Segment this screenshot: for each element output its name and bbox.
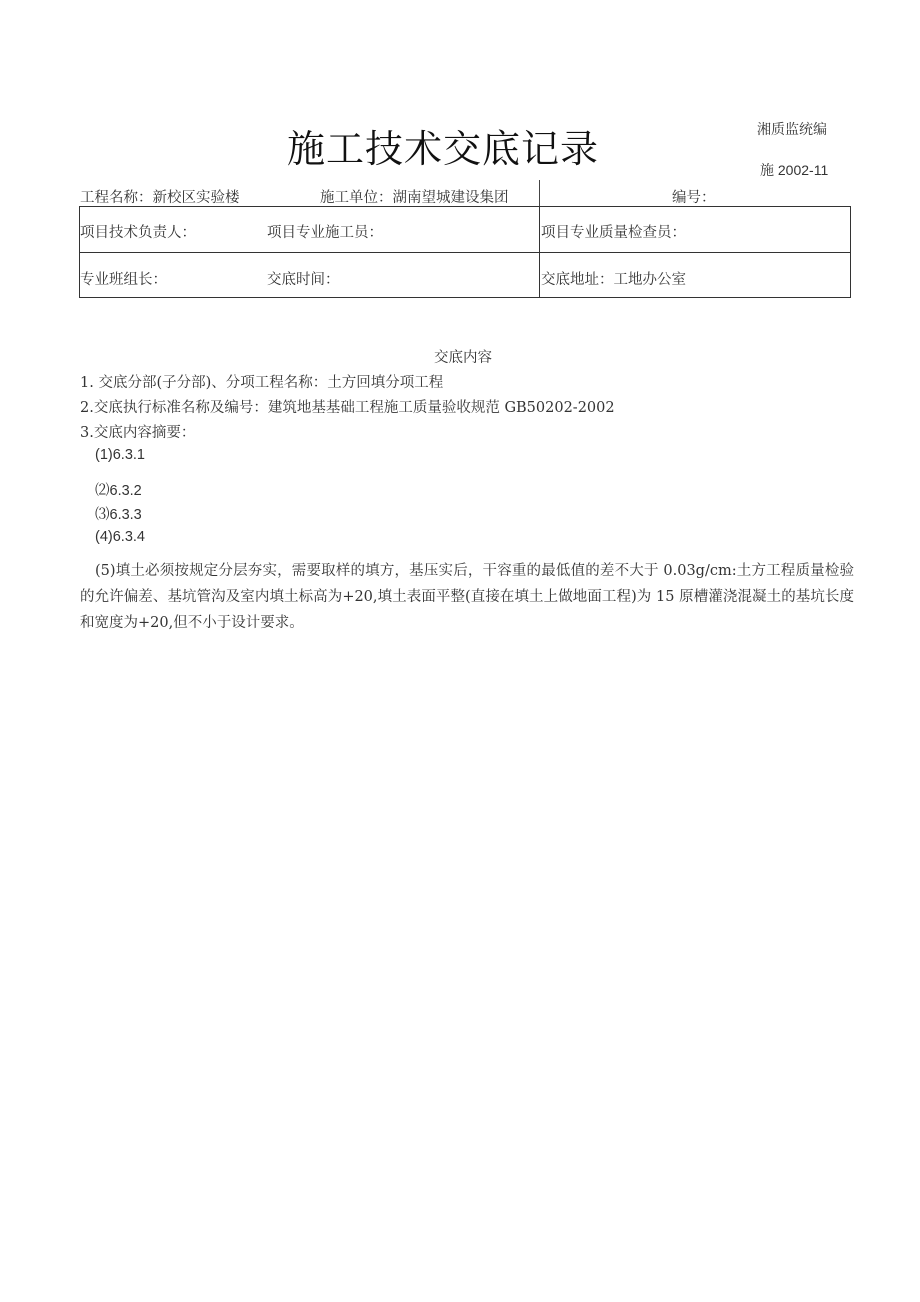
- quality-inspector-field: 项目专业质量检查员：: [541, 225, 686, 241]
- table-row-divider: [80, 252, 850, 253]
- info-table: [79, 206, 851, 298]
- form-organization: 湘质监统编: [757, 121, 827, 137]
- constructor-field: 项目专业施工员：: [267, 225, 383, 241]
- contractor-name: 施工单位：湖南望城建设集团: [320, 190, 509, 206]
- content-item-1: 1. 交底分部(子分部)、分项工程名称：土方回填分项工程: [80, 375, 444, 391]
- content-item-2: 2.交底执行标准名称及编号：建筑地基基础工程施工质量验收规范 GB50202-2002: [80, 400, 615, 416]
- section-title: 交底内容: [434, 350, 492, 366]
- tech-lead-field: 项目技术负责人：: [80, 225, 196, 241]
- document-title: 施工技术交底记录: [287, 127, 600, 171]
- record-number: 编号：: [672, 190, 716, 206]
- briefing-location-field: 交底地址：工地办公室: [541, 272, 686, 288]
- clause-item-5-paragraph: (5)填土必须按规定分层夯实，需要取样的填方，基压实后，干容重的最低值的差不大于 0.03g/cm:土方工程质量检验的允许偏差、基坑管沟及室内填土标高为+20,填土表面平整(直接在填土上做地面工程)为 15 原槽灌浇混凝土的基坑长度和宽度为+20,但不小于设计要求。: [80, 563, 854, 631]
- clause-item-1: (1)6.3.1: [95, 447, 145, 463]
- clause-item-3: ⑶6.3.3: [95, 507, 142, 523]
- clause-item-2: ⑵6.3.2: [95, 483, 142, 499]
- header-divider: [539, 180, 540, 206]
- team-lead-field: 专业班组长：: [80, 272, 167, 288]
- form-number: 施 2002-11: [760, 162, 829, 178]
- content-item-3: 3.交底内容摘要：: [80, 425, 196, 441]
- project-name: 工程名称：新校区实验楼: [80, 190, 240, 206]
- table-column-divider: [539, 207, 540, 297]
- clause-item-4: (4)6.3.4: [95, 529, 145, 545]
- briefing-time-field: 交底时间：: [267, 272, 340, 288]
